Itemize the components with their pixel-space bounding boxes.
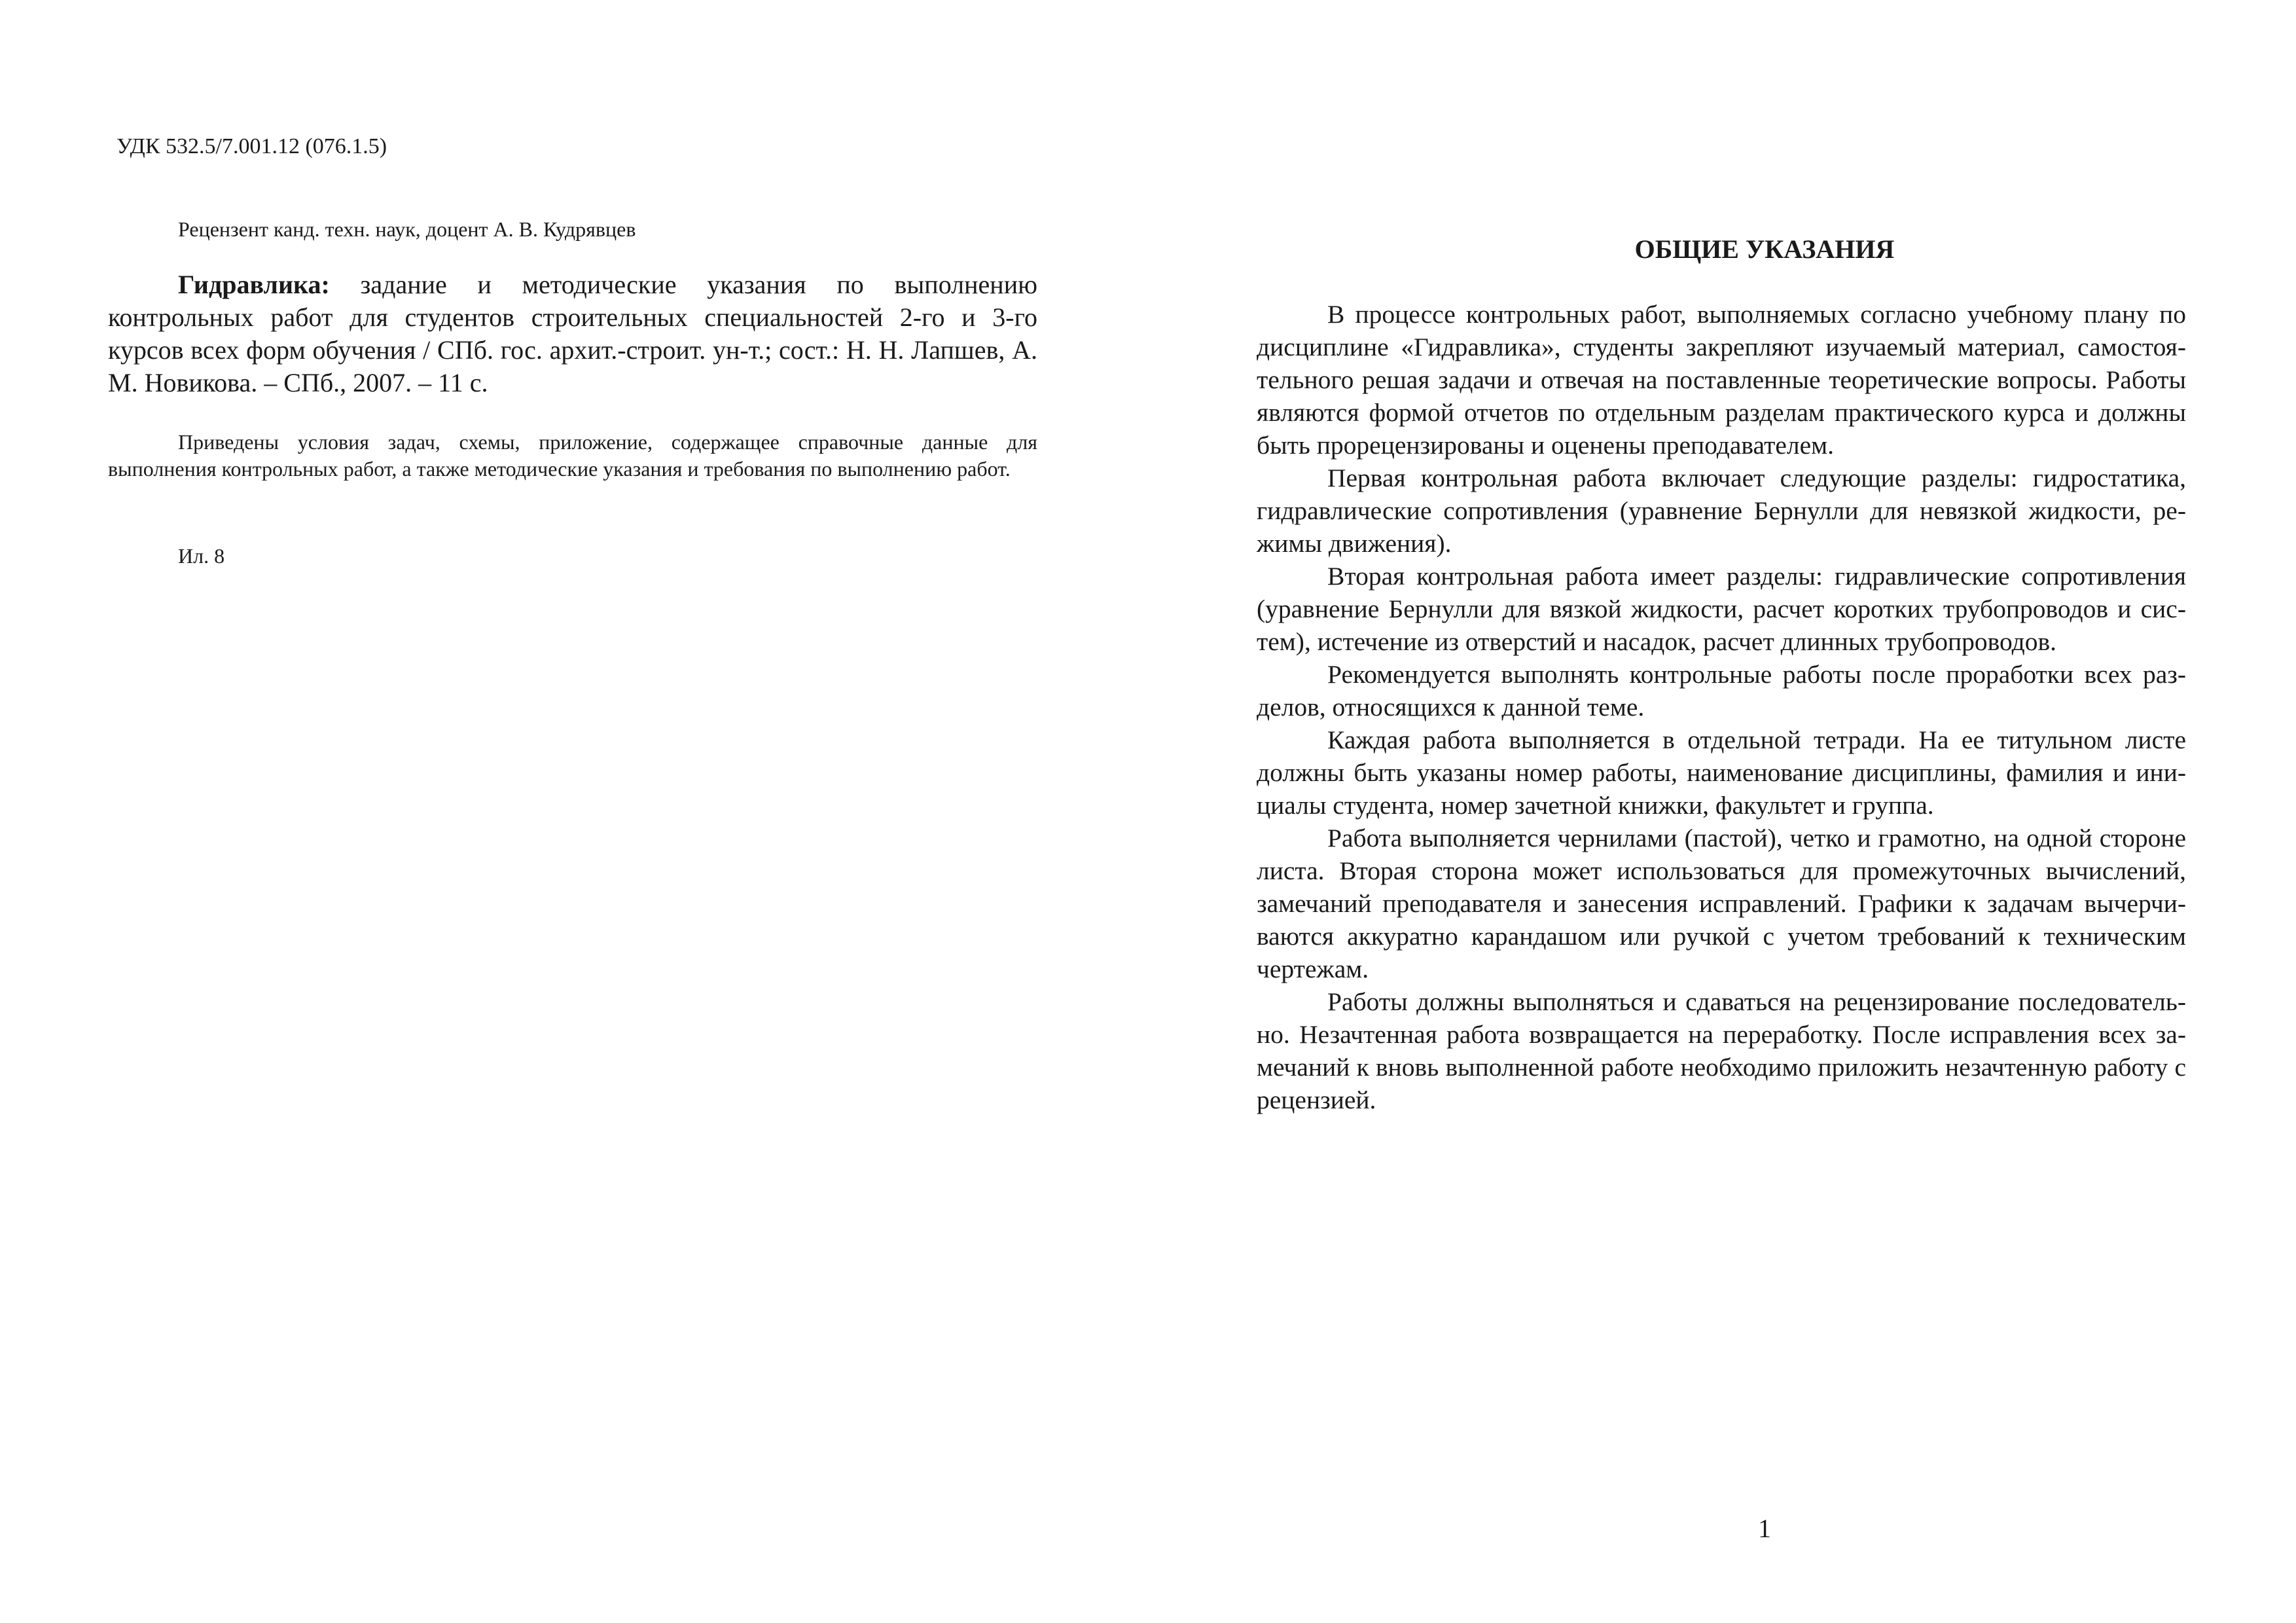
- section-heading: ОБЩИЕ УКАЗАНИЯ: [1634, 234, 1895, 264]
- biblio-title: Гидравлика:: [178, 270, 330, 299]
- annotation: Приведены условия задач, схемы, приложение, содержащее справочные данные для выполнения контрольных работ, а также методические указания и требования по выполнению работ.: [108, 430, 1037, 481]
- biblio-text: задание и методические указания по выполнению контрольных работ для студентов строительных специальностей 2-го и 3-го курсов всех форм обучения / СПб. гос. архит.-строит. ун-т.; сост.: Н. Н. Лапшев, А. М. Новикова. – СПб., 2007. – 11 с.: [108, 270, 1037, 397]
- paragraph: В процессе контрольных работ, выполняемых согласно учебному плану по дисциплине «Гидравлика», студенты закрепляют изучаемый материал, самостоятельного решая задачи и отвечая на поставленные теоретические вопросы. Работы являются формой отчетов по отдельным разделам практического курса и должны быть прорецензированы и оценены преподавателем.: [1257, 300, 2186, 460]
- paragraph: Каждая работа выполняется в отдельной тетради. На ее титульном листе должны быть указаны номер работы, наименование дисциплины, фамилия и инициалы студента, номер зачетной книжки, факультет и группа.: [1257, 725, 2186, 820]
- udk-code: УДК 532.5/7.001.12 (076.1.5): [117, 134, 387, 158]
- paragraph: Работы должны выполняться и сдаваться на рецензирование последовательно. Незачтенная работа возвращается на переработку. После исправления всех замечаний к вновь выполненной работе необходимо приложить незачтенную работу с рецензией.: [1257, 987, 2186, 1114]
- right-page: [1148, 0, 2296, 1623]
- paragraph: Вторая контрольная работа имеет разделы: гидравлические сопротивления (уравнение Бернулли для вязкой жидкости, расчет коротких трубопроводов и систем), истечение из отверстий и насадок, расчет длинных трубопроводов.: [1257, 562, 2186, 656]
- paragraph: Работа выполняется чернилами (пастой), четко и грамотно, на одной стороне листа. Вторая сторона может использоваться для промежуточных вычислений, замечаний преподавателя и занесения исправлений. Графики к задачам вычерчиваются аккуратно карандашом или ручкой с учетом требований к техническим чертежам.: [1257, 824, 2186, 983]
- illustrations-count: Ил. 8: [178, 544, 225, 568]
- reviewer-line: Рецензент канд. техн. наук, доцент А. В. Кудрявцев: [178, 217, 636, 241]
- paragraph: Рекомендуется выполнять контрольные работы после проработки всех разделов, относящихся к данной теме.: [1257, 660, 2186, 721]
- paragraph: Первая контрольная работа включает следующие разделы: гидростатика, гидравлические сопротивления (уравнение Бернулли для невязкой жидкости, режимы движения).: [1257, 464, 2186, 558]
- page-number: 1: [1758, 1514, 1771, 1543]
- section-body: [1257, 298, 2186, 1116]
- bibliographic-description: [108, 268, 1037, 399]
